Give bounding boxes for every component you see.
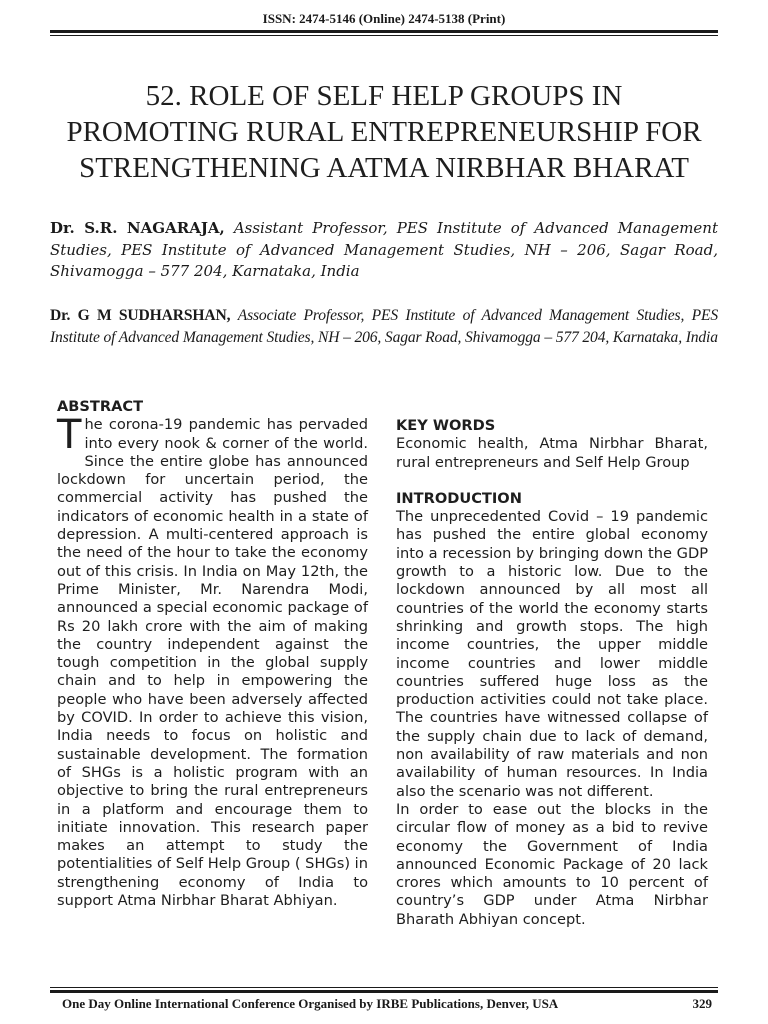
keywords-text: Economic health, Atma Nirbhar Bharat, rural entrepreneurs and Self Help Group <box>396 435 708 471</box>
author-1-name: Dr. S.R. NAGARAJA, <box>50 219 225 237</box>
abstract-heading: ABSTRACT <box>57 398 144 415</box>
abstract-body <box>57 412 368 910</box>
introduction-heading: INTRODUCTION <box>396 489 522 507</box>
left-column <box>57 398 368 910</box>
keywords-heading: KEY WORDS <box>396 417 496 434</box>
paper-title-line-2: PROMOTING RURAL ENTREPRENEURSHIP FOR <box>66 116 702 148</box>
footer-rule-thin <box>50 987 718 988</box>
header-rule-thin <box>50 35 718 36</box>
right-column <box>396 417 708 929</box>
header-rule-thick <box>50 30 718 33</box>
author-1 <box>50 218 718 283</box>
abstract-dropcap: T <box>57 412 82 459</box>
page-number: 329 <box>692 996 712 1011</box>
footer-conference: One Day Online International Conference Organised by IRBE Publications, Denver, USA <box>62 996 559 1011</box>
author-2-name: Dr. G M SUDHARSHAN, <box>50 307 231 324</box>
introduction-paragraph-1: The unprecedented Covid – 19 pandemic has pushed the entire global economy into a recession by bringing down the GDP growth to a historic low. Due to the lockdown announced by all most all countries of the world the economy starts shrinking and growth stops. The high income countries, the upper middle income countries and lower middle countries suffered huge loss as the production activities could not take place. The countries have witnessed collapse of the supply chain due to lack of demand, non availability of raw materials and non availability of human resources. In India also the scenario was not different. <box>396 508 708 800</box>
author-1-affiliation: Assistant Professor, PES Institute of Advanced Management Studies, PES Institute of Advanced Management Studies, NH – 206, Sagar Road, Shivamogga – 577 204, Karnataka, India <box>50 219 718 280</box>
paper-title-line-1: 52. ROLE OF SELF HELP GROUPS IN <box>145 80 623 112</box>
paper-title-line-3: STRENGTHENING AATMA NIRBHAR BHARAT <box>79 152 689 184</box>
footer-rule-thick <box>50 990 718 993</box>
author-2-affiliation: Associate Professor, PES Institute of Advanced Management Studies, PES Institute of Advanced Management Studies, NH – 206, Sagar Road, Shivamogga – 577 204, Karnataka, India <box>50 307 718 346</box>
introduction-paragraph-2: In order to ease out the blocks in the circular flow of money as a bid to revive economy the Government of India announced Economic Package of 20 lack crores which amounts to 10 percent of country’s GDP under Atma Nirbhar Bharath Abhiyan concept. <box>396 800 708 928</box>
author-2 <box>50 305 718 348</box>
paper-title <box>50 78 718 186</box>
abstract-text: he corona-19 pandemic has pervaded into every nook & corner of the world. Since the entire globe has announced lockdown for uncertain period, the commercial activity has pushed the indicators of economic health in a state of depression. A multi-centered approach is the need of the hour to take the economy out of this crisis. In India on May 12th, the Prime Minister, Mr. Narendra Modi, announced a special economic package of Rs 20 lakh crore with the aim of making the country independent against the tough competition in the global supply chain and to help in empowering the people who have been adversely affected by COVID. In order to achieve this vision, India needs to focus on holistic and sustainable development. The formation of SHGs is a holistic program with an objective to bring the rural entrepreneurs in a platform and encourage them to initiate innovation. This research paper makes an attempt to study the potentialities of Self Help Group ( SHGs) in strengthening economy of India to support Atma Nirbhar Bharat Abhiyan. <box>57 416 368 910</box>
journal-issn: ISSN: 2474-5146 (Online) 2474-5138 (Print) <box>262 11 506 26</box>
